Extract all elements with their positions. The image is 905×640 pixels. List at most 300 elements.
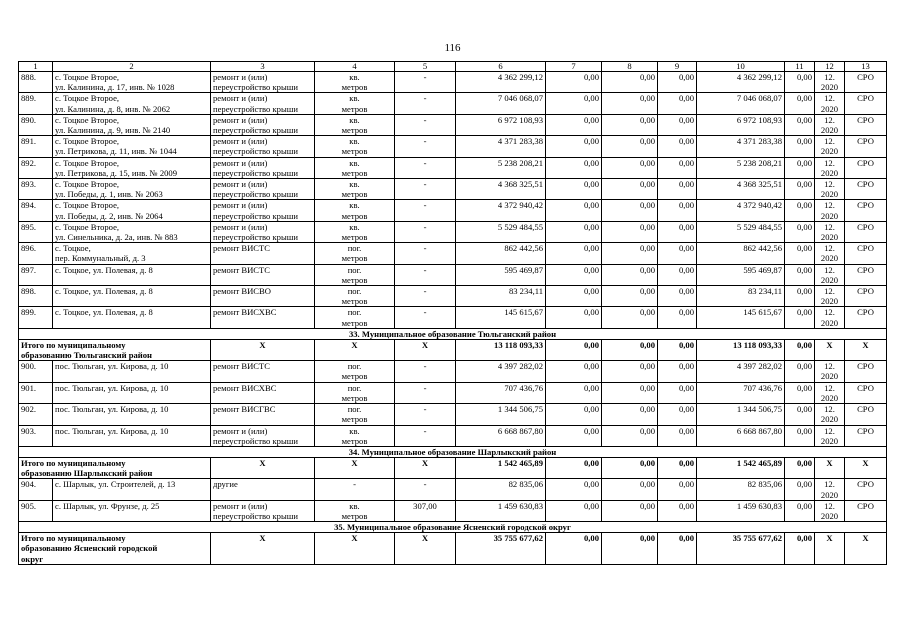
- total-row: [19, 339, 887, 360]
- value-cell-text: 0,00: [583, 382, 599, 393]
- row-number-text: 888.: [21, 72, 37, 82]
- volume-cell-text: -: [423, 157, 427, 168]
- value-cell-text: 0,00: [639, 136, 655, 147]
- row-number: [19, 114, 53, 135]
- work-type-cell: [211, 404, 315, 425]
- work-type-cell: [211, 361, 315, 382]
- total-label-text: Итого по муниципальному: [21, 339, 126, 350]
- total-x-cell-text: X: [862, 339, 869, 350]
- header-cell: 13: [845, 62, 887, 72]
- total-value-cell: [658, 457, 697, 478]
- unit-cell-text: метров: [341, 189, 368, 200]
- date-cell-text: 2020: [820, 435, 839, 446]
- address-cell: [53, 307, 211, 328]
- work-type-cell-text: ремонт ВИСХВС: [213, 382, 277, 393]
- work-type-cell-text: ремонт и (или): [213, 136, 268, 147]
- value-cell: [602, 361, 658, 382]
- value-cell: [658, 361, 697, 382]
- date-cell-text: 2020: [820, 189, 839, 200]
- total-x-cell-text: X: [259, 457, 266, 468]
- header-cell: 6: [456, 62, 546, 72]
- unit-cell-text: метров: [341, 82, 368, 93]
- register-table: [18, 61, 887, 565]
- value-cell: [602, 500, 658, 521]
- value-cell-text: 0,00: [678, 500, 694, 511]
- date-cell-text: 2020: [820, 125, 839, 136]
- row-number: [19, 382, 53, 403]
- value-cell-text: 0,00: [796, 264, 812, 275]
- total-x-cell-text: X: [826, 457, 833, 468]
- table-row: [19, 361, 887, 382]
- total-x-cell-text: X: [351, 339, 358, 350]
- address-cell: [53, 243, 211, 264]
- cost-cell: [456, 72, 546, 93]
- row-number-text: 896.: [21, 243, 37, 254]
- date-cell: [815, 404, 845, 425]
- unit-cell-text: пог.: [347, 382, 362, 393]
- value-cell-text: 0,00: [796, 307, 812, 318]
- address-cell-text: с. Тоцкое Второе,: [55, 114, 120, 125]
- date-cell-text: 12.: [824, 286, 835, 297]
- value-cell-text: 0,00: [796, 479, 812, 490]
- row-number: [19, 179, 53, 200]
- address-cell-text: ул. Петрикова, д. 15, инв. № 2009: [55, 167, 178, 178]
- header-cell: 2: [53, 62, 211, 72]
- row-number: [19, 500, 53, 521]
- header-cell: 3: [211, 62, 315, 72]
- cost-other-cell-text: 595 469,87: [743, 264, 782, 275]
- value-cell-text: 0,00: [583, 500, 599, 511]
- row-number-text: 905.: [21, 500, 37, 511]
- row-number: [19, 72, 53, 93]
- work-type-cell: [211, 221, 315, 242]
- address-cell: [53, 179, 211, 200]
- method-cell-text: СРО: [857, 286, 874, 297]
- unit-cell-text: кв.: [349, 114, 360, 125]
- unit-cell: [315, 93, 395, 114]
- address-cell-text: с. Тоцкое Второе,: [55, 157, 120, 168]
- value-cell-text: 0,00: [583, 479, 599, 490]
- cost-other-cell-text: 707 436,76: [743, 382, 782, 393]
- value-cell-text: 0,00: [583, 286, 599, 297]
- value-cell-text: 0,00: [583, 157, 599, 168]
- volume-cell-text: -: [423, 243, 427, 254]
- address-cell: [53, 221, 211, 242]
- cost-cell-text: 6 972 108,93: [497, 114, 543, 125]
- date-cell-text: 12.: [824, 72, 835, 82]
- table-row: [19, 114, 887, 135]
- value-cell: [546, 382, 602, 403]
- value-cell: [785, 93, 815, 114]
- date-cell: [815, 114, 845, 135]
- value-cell: [785, 114, 815, 135]
- row-number-text: 900.: [21, 361, 37, 372]
- value-cell: [546, 136, 602, 157]
- total-label: [19, 533, 211, 565]
- value-cell: [602, 404, 658, 425]
- work-type-cell-text: ремонт и (или): [213, 500, 268, 511]
- row-number-text: 902.: [21, 404, 37, 415]
- date-cell-text: 12.: [824, 361, 835, 372]
- method-cell-text: СРО: [857, 200, 874, 211]
- total-x-cell-text: X: [862, 533, 869, 544]
- unit-cell-text: метров: [341, 296, 368, 307]
- unit-cell: [315, 479, 395, 500]
- address-cell-text: пос. Тюльган, ул. Кирова, д. 10: [55, 382, 169, 393]
- unit-cell: [315, 382, 395, 403]
- table-row: [19, 382, 887, 403]
- volume-cell: [395, 264, 456, 285]
- value-cell-text: 0,00: [796, 200, 812, 211]
- method-cell-text: СРО: [857, 136, 874, 147]
- work-type-cell: [211, 243, 315, 264]
- address-cell-text: с. Тоцкое Второе,: [55, 179, 120, 190]
- value-cell-text: 0,00: [639, 93, 655, 104]
- value-cell-text: 0,00: [796, 93, 812, 104]
- row-number-text: 889.: [21, 93, 37, 104]
- volume-cell-text: -: [423, 361, 427, 372]
- address-cell: [53, 361, 211, 382]
- value-cell-text: 0,00: [583, 93, 599, 104]
- total-cost: [456, 339, 546, 360]
- volume-cell: [395, 307, 456, 328]
- work-type-cell-text: переустройство крыши: [213, 82, 298, 93]
- method-cell: [845, 243, 887, 264]
- unit-cell: [315, 500, 395, 521]
- value-cell-text: 0,00: [796, 221, 812, 232]
- value-cell: [658, 479, 697, 500]
- cost-other-cell-text: 7 046 068,07: [736, 93, 782, 104]
- total-x-cell: [815, 533, 845, 565]
- address-cell: [53, 500, 211, 521]
- volume-cell-text: -: [423, 179, 427, 190]
- value-cell-text: 0,00: [796, 136, 812, 147]
- row-number-text: 903.: [21, 425, 37, 436]
- method-cell-text: СРО: [857, 179, 874, 190]
- method-cell: [845, 382, 887, 403]
- total-value-cell-text: 0,00: [583, 457, 599, 468]
- value-cell: [546, 286, 602, 307]
- cost-other-cell: [697, 307, 785, 328]
- unit-cell: [315, 221, 395, 242]
- work-type-cell-text: переустройство крыши: [213, 146, 298, 157]
- address-cell-text: с. Тоцкое Второе,: [55, 72, 120, 82]
- cost-cell-text: 83 234,11: [508, 286, 543, 297]
- date-cell: [815, 382, 845, 403]
- cost-cell-text: 4 371 283,38: [497, 136, 543, 147]
- value-cell-text: 0,00: [678, 72, 694, 82]
- value-cell-text: 0,00: [796, 243, 812, 254]
- value-cell-text: 0,00: [583, 72, 599, 82]
- total-value-cell-text: 0,00: [678, 533, 694, 544]
- total-value-cell: [658, 533, 697, 565]
- total-value-cell-text: 0,00: [796, 457, 812, 468]
- value-cell: [602, 114, 658, 135]
- cost-other-cell: [697, 179, 785, 200]
- total-x-cell-text: X: [826, 339, 833, 350]
- address-cell: [53, 425, 211, 446]
- cost-other-cell-text: 4 371 283,38: [736, 136, 782, 147]
- row-number-text: 890.: [21, 114, 37, 125]
- address-cell-text: с. Тоцкое Второе,: [55, 93, 120, 104]
- value-cell-text: 0,00: [639, 479, 655, 490]
- value-cell-text: 0,00: [639, 500, 655, 511]
- date-cell-text: 2020: [820, 274, 839, 285]
- unit-cell-text: метров: [341, 146, 368, 157]
- total-label-text: образованию Тюльганский район: [21, 350, 152, 361]
- date-cell-text: 12.: [824, 179, 835, 190]
- value-cell-text: 0,00: [678, 382, 694, 393]
- address-cell-text: с. Тоцкое,: [55, 243, 91, 254]
- value-cell: [602, 136, 658, 157]
- table-row: [19, 286, 887, 307]
- work-type-cell: [211, 179, 315, 200]
- value-cell: [658, 221, 697, 242]
- volume-cell: [395, 243, 456, 264]
- date-cell-text: 12.: [824, 264, 835, 275]
- total-x-cell: [315, 533, 395, 565]
- value-cell: [602, 425, 658, 446]
- unit-cell-text: пог.: [347, 361, 362, 372]
- table-row: [19, 307, 887, 328]
- value-cell-text: 0,00: [583, 200, 599, 211]
- row-number-text: 899.: [21, 307, 37, 318]
- work-type-cell-text: переустройство крыши: [213, 167, 298, 178]
- cost-cell-text: 1 344 506,75: [497, 404, 543, 415]
- total-x-cell: [845, 533, 887, 565]
- volume-cell-text: -: [423, 114, 427, 125]
- address-cell-text: пос. Тюльган, ул. Кирова, д. 10: [55, 404, 169, 415]
- total-x-cell-text: X: [259, 339, 266, 350]
- value-cell: [658, 243, 697, 264]
- total-label-text: Итого по муниципальному: [21, 533, 126, 544]
- total-x-cell: [395, 457, 456, 478]
- value-cell: [658, 404, 697, 425]
- volume-cell: [395, 425, 456, 446]
- section-header-row: [19, 522, 887, 533]
- value-cell: [658, 264, 697, 285]
- total-label-text: Итого по муниципальному: [21, 457, 126, 468]
- header-row: [19, 62, 887, 72]
- value-cell: [785, 264, 815, 285]
- work-type-cell: [211, 264, 315, 285]
- total-cost-other-text: 35 755 677,62: [732, 533, 782, 544]
- cost-other-cell: [697, 361, 785, 382]
- address-cell-text: пер. Коммунальный, д. 3: [55, 253, 146, 264]
- value-cell-text: 0,00: [796, 157, 812, 168]
- date-cell-text: 12.: [824, 136, 835, 147]
- value-cell-text: 0,00: [583, 307, 599, 318]
- value-cell: [658, 72, 697, 93]
- cost-cell: [456, 264, 546, 285]
- total-x-cell-text: X: [421, 533, 429, 544]
- date-cell: [815, 500, 845, 521]
- cost-other-cell: [697, 93, 785, 114]
- cost-other-cell: [697, 500, 785, 521]
- total-value-cell: [785, 533, 815, 565]
- row-number: [19, 157, 53, 178]
- cost-cell: [456, 221, 546, 242]
- work-type-cell-text: ремонт ВИСТС: [213, 361, 271, 372]
- value-cell-text: 0,00: [583, 425, 599, 436]
- value-cell: [602, 179, 658, 200]
- method-cell: [845, 157, 887, 178]
- cost-cell-text: 6 668 867,80: [497, 425, 543, 436]
- header-cell: 1: [19, 62, 53, 72]
- value-cell: [658, 179, 697, 200]
- section-title-text: 35. Муниципальное образование Ясненский городской округ: [334, 522, 571, 533]
- work-type-cell: [211, 500, 315, 521]
- total-cost-other: [697, 339, 785, 360]
- method-cell-text: СРО: [857, 72, 874, 82]
- row-number: [19, 404, 53, 425]
- value-cell: [658, 136, 697, 157]
- date-cell-text: 12.: [824, 93, 835, 104]
- address-cell: [53, 479, 211, 500]
- work-type-cell-text: ремонт и (или): [213, 425, 268, 436]
- table-body: [19, 62, 887, 565]
- method-cell-text: СРО: [857, 243, 874, 254]
- value-cell: [546, 179, 602, 200]
- value-cell: [785, 307, 815, 328]
- total-value-cell-text: 0,00: [639, 339, 655, 350]
- value-cell: [546, 361, 602, 382]
- value-cell-text: 0,00: [583, 264, 599, 275]
- total-value-cell: [785, 339, 815, 360]
- header-cell: 12: [815, 62, 845, 72]
- date-cell: [815, 157, 845, 178]
- work-type-cell-text: переустройство крыши: [213, 510, 298, 521]
- value-cell: [602, 382, 658, 403]
- date-cell: [815, 93, 845, 114]
- cost-cell-text: 82 835,06: [508, 479, 543, 490]
- value-cell: [658, 382, 697, 403]
- total-value-cell: [546, 339, 602, 360]
- volume-cell: [395, 136, 456, 157]
- unit-cell: [315, 404, 395, 425]
- row-number: [19, 221, 53, 242]
- date-cell-text: 12.: [824, 307, 835, 318]
- method-cell: [845, 425, 887, 446]
- cost-other-cell-text: 4 368 325,51: [736, 179, 782, 190]
- total-value-cell-text: 0,00: [639, 457, 655, 468]
- date-cell-text: 2020: [820, 414, 839, 425]
- date-cell-text: 2020: [820, 146, 839, 157]
- total-x-cell-text: X: [826, 533, 833, 544]
- work-type-cell: [211, 72, 315, 93]
- volume-cell-text: -: [423, 136, 427, 147]
- value-cell: [546, 114, 602, 135]
- table-row: [19, 500, 887, 521]
- unit-cell-text: метров: [341, 317, 368, 328]
- work-type-cell-text: переустройство крыши: [213, 210, 298, 221]
- unit-cell-text: пог.: [347, 286, 362, 297]
- cost-other-cell: [697, 114, 785, 135]
- header-cell: 10: [697, 62, 785, 72]
- value-cell: [785, 221, 815, 242]
- value-cell-text: 0,00: [678, 221, 694, 232]
- unit-cell: [315, 179, 395, 200]
- row-number: [19, 286, 53, 307]
- row-number-text: 904.: [21, 479, 37, 490]
- method-cell: [845, 114, 887, 135]
- method-cell-text: СРО: [857, 157, 874, 168]
- table-row: [19, 200, 887, 221]
- volume-cell-text: -: [423, 307, 427, 318]
- unit-cell: [315, 264, 395, 285]
- cost-cell-text: 4 362 299,12: [497, 72, 543, 82]
- address-cell-text: с. Тоцкое, ул. Полевая, д. 8: [55, 307, 153, 318]
- unit-cell-text: метров: [341, 510, 368, 521]
- total-x-cell-text: X: [421, 339, 429, 350]
- value-cell: [602, 264, 658, 285]
- unit-cell-text: метров: [341, 371, 368, 382]
- date-cell-text: 2020: [820, 489, 839, 500]
- unit-cell-text: метров: [341, 414, 368, 425]
- total-x-cell: [845, 457, 887, 478]
- cost-cell-text: 595 469,87: [504, 264, 543, 275]
- method-cell-text: СРО: [857, 221, 874, 232]
- row-number: [19, 479, 53, 500]
- row-number-text: 894.: [21, 200, 37, 211]
- total-value-cell-text: 0,00: [583, 533, 599, 544]
- unit-cell-text: кв.: [349, 179, 360, 190]
- unit-cell-text: метров: [341, 392, 368, 403]
- row-number: [19, 200, 53, 221]
- value-cell: [546, 72, 602, 93]
- total-x-cell-text: X: [351, 457, 358, 468]
- value-cell-text: 0,00: [639, 307, 655, 318]
- cost-other-cell-text: 6 972 108,93: [736, 114, 782, 125]
- value-cell: [658, 286, 697, 307]
- method-cell-text: СРО: [857, 264, 874, 275]
- value-cell: [546, 93, 602, 114]
- value-cell-text: 0,00: [796, 286, 812, 297]
- total-value-cell-text: 0,00: [678, 457, 694, 468]
- value-cell-text: 0,00: [678, 404, 694, 415]
- total-cost-text: 13 118 093,33: [494, 339, 543, 350]
- value-cell-text: 0,00: [796, 382, 812, 393]
- unit-cell-text: кв.: [349, 72, 360, 82]
- value-cell-text: 0,00: [678, 200, 694, 211]
- work-type-cell-text: ремонт ВИСГВС: [213, 404, 276, 415]
- table-row: [19, 72, 887, 93]
- row-number: [19, 136, 53, 157]
- value-cell: [658, 200, 697, 221]
- row-number-text: 901.: [21, 382, 37, 393]
- value-cell: [546, 157, 602, 178]
- address-cell-text: с. Тоцкое Второе,: [55, 200, 120, 211]
- date-cell-text: 12.: [824, 500, 835, 511]
- header-cell: 8: [602, 62, 658, 72]
- row-number: [19, 243, 53, 264]
- total-x-cell-text: X: [259, 533, 266, 544]
- total-x-cell: [395, 533, 456, 565]
- cost-other-cell-text: 1 459 630,83: [736, 500, 782, 511]
- value-cell: [785, 382, 815, 403]
- address-cell-text: ул. Калинина, д. 8, инв. № 2062: [55, 103, 171, 114]
- header-cell: 7: [546, 62, 602, 72]
- value-cell-text: 0,00: [678, 479, 694, 490]
- date-cell: [815, 136, 845, 157]
- value-cell: [602, 221, 658, 242]
- work-type-cell-text: ремонт и (или): [213, 72, 268, 82]
- total-x-cell: [395, 339, 456, 360]
- method-cell: [845, 136, 887, 157]
- unit-cell: [315, 200, 395, 221]
- date-cell-text: 12.: [824, 425, 835, 436]
- unit-cell-text: пог.: [347, 404, 362, 415]
